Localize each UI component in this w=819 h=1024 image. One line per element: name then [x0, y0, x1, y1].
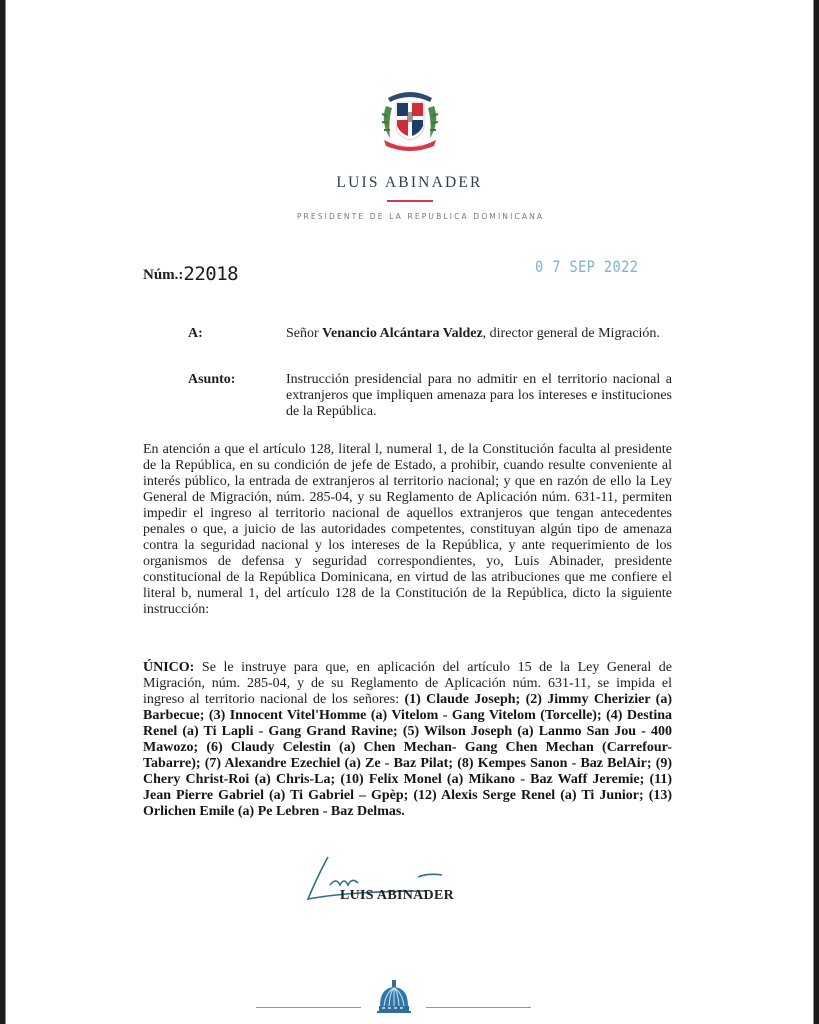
- signature-block: [300, 855, 500, 915]
- footer: [0, 980, 819, 1020]
- person-item: (4) Destina Renel (a) Ti Lapli - Gang Grand Ravine;: [143, 708, 673, 740]
- person-item: (12) Alexis Serge Renel (a) Ti Junior;: [413, 788, 644, 804]
- president-title: PRESIDENTE DE LA REPUBLICA DOMINICANA: [296, 212, 545, 221]
- addressee-value: [286, 326, 672, 342]
- person-item: (9) Chery Christ-Roi (a) Chris-La;: [143, 756, 673, 788]
- person-item: (11) Jean Pierre Gabriel (a) Ti Gabriel – Gpèp;: [143, 772, 673, 804]
- footer-rule-right: [426, 1007, 531, 1008]
- letterhead: [0, 86, 819, 221]
- footer-rule-left: [256, 1007, 361, 1008]
- addressee-name: Venancio Alcántara Valdez: [322, 326, 483, 341]
- person-item: (7) Alexandre Ezechiel (a) Ze - Baz Pilat;: [204, 756, 453, 772]
- subject-block: [188, 372, 672, 420]
- person-item: (2) Jimmy Cherizier (a) Barbecue;: [143, 692, 672, 724]
- person-item: (13) Orlichen Emile (a) Pe Lebren - Baz Delmas.: [143, 788, 673, 820]
- person-item: (3) Innocent Vitel'Homme (a) Vitelom - Gang Vitelom (Torcelle);: [208, 708, 602, 724]
- subject-label: Asunto:: [188, 372, 236, 387]
- instruction-intro: Se le instruye para que, en aplicación del artículo 15 de la Ley General de Migración, núm. 285-04, y de su Reglamento de Aplicación núm. 631-11, se impida el ingreso al territorio nacional de los señores:: [143, 660, 672, 708]
- person-item: (8) Kempes Sanon - Baz BelAir;: [457, 756, 652, 772]
- addressee-label: A:: [188, 326, 203, 341]
- addressee-block: [188, 326, 672, 342]
- coat-of-arms-icon: [378, 86, 442, 152]
- date-stamp: 0 7 SEP 2022: [535, 257, 639, 276]
- person-item: (5) Wilson Joseph (a) Lanmo San Jou - 400 Mawozo;: [143, 724, 673, 756]
- national-palace-dome-icon: [374, 980, 414, 1016]
- instruction-label: ÚNICO:: [143, 660, 195, 675]
- accent-divider: [387, 200, 433, 202]
- preamble-paragraph: En atención a que el artículo 128, literal l, numeral 1, de la Constitución faculta al presidente de la República, en su condición de jefe de Estado, a prohibir, cuando resulte conveniente al interés público, la entrada de extranjeros al territorio nacional; y que en razón de ello la Ley General de Migración, núm. 285-04, y su Reglamento de Aplicación núm. 631-11, permiten impedir el ingreso al territorio nacional de aquellos extranjeros que tengan antecedentes penales o que, a juicio de las autoridades competentes, constituyan algún tipo de amenaza contra la seguridad nacional y los intereses de la República, y ante requerimiento de los organismos de defensa y seguridad correspondientes, yo, Luis Abinader, presidente constitucional de la República Dominicana, en virtud de las atribuciones que me confiere el literal b, numeral 1, del artículo 128 de la Constitución de la República, dicto la siguiente instrucción:: [143, 442, 672, 618]
- person-item: (1) Claude Joseph;: [404, 692, 521, 708]
- document-number: [143, 263, 238, 285]
- person-item: (6) Claudy Celestin (a) Chen Mechan- Gang Chen Mechan (Carrefour-Tabarre);: [143, 740, 672, 772]
- addressee-suffix: , director general de Migración.: [482, 326, 660, 341]
- president-name: LUIS ABINADER: [336, 174, 483, 191]
- document-number-value: 22018: [183, 263, 239, 285]
- document-number-label: Núm.:: [143, 267, 184, 283]
- person-item: (10) Felix Monel (a) Mikano - Baz Waff Jeremie;: [340, 772, 645, 788]
- addressee-prefix: Señor: [286, 326, 323, 341]
- instruction-paragraph: [143, 660, 672, 820]
- signatory-name: LUIS ABINADER: [340, 888, 454, 903]
- subject-text: Instrucción presidencial para no admitir en el territorio nacional a extranjeros que impliquen amenaza para los intereses e instituciones de la República.: [286, 372, 672, 419]
